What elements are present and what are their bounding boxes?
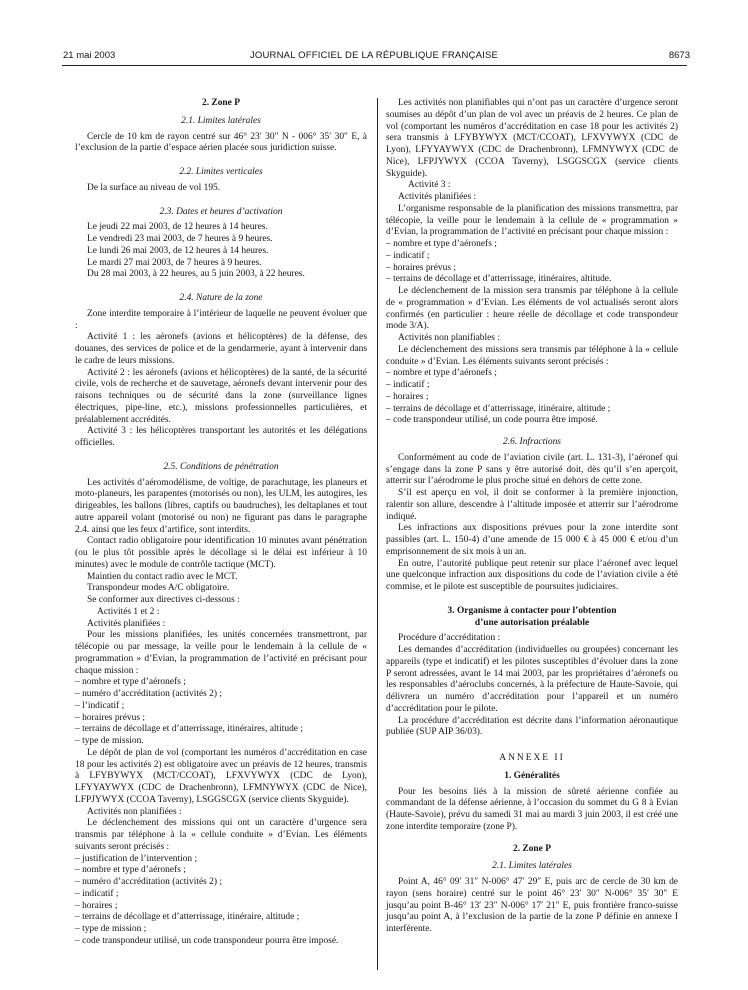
header-journal-title: JOURNAL OFFICIEL DE LA RÉPUBLIQUE FRANÇAISE	[249, 50, 499, 61]
list-item: – terrains de décollage et d’atterrissage, itinéraires, altitude.	[386, 274, 678, 286]
list-item: – indicatif ;	[386, 380, 678, 392]
list-item: – indicatif ;	[75, 889, 367, 901]
paragraph: Les activités non planifiables qui n’ont pas un caractère d’urgence seront soumises au dépôt d’un plan de vol avec un préavis de 2 heures. Ce plan de vol (comportant les numéros d’accréditation en case 18 pour les activités 2) sera transmis à LFYBYWYX (MCT/CCOAT), LFXVYWYX (CDC de Lyon), LFYYAYWYX (CDC de Drachenbronn), LFMNYWYX (CDC de Nice), LFPJYWYX (CCOA Taverny), LSGGSCGX (service clients Skyguide).	[386, 98, 678, 179]
list-item: – horaires prévus ;	[75, 713, 367, 725]
activity-label: Activités planifiées :	[398, 192, 477, 202]
section-title-organisme: 3. Organisme à contacter pour l’obtention	[447, 605, 617, 616]
activity-label: Activités planifiées :	[87, 618, 166, 629]
paragraph: De la surface au niveau de vol 195.	[87, 182, 221, 193]
paragraph: Conformément au code de l’aviation civile (art. L. 131-3), l’aéronef qui s’engage dans la zone P sans y être autorisé doit, dès qu’il s’en aperçoit, atterrir sur l’aérodrome le plus proche situé en dehors de cette zone.	[386, 452, 678, 487]
list-item: – justification de l’intervention ;	[75, 854, 367, 866]
annex-title: ANNEXE II	[499, 753, 565, 763]
paragraph: S’il est aperçu en vol, il doit se conformer à la première injonction, ralentir son allure, descendre à l’altitude imposée et atterrir sur l’aérodrome indiqué.	[386, 488, 678, 522]
paragraph: Point A, 46° 09′ 31″ N-006° 47′ 29″ E, puis arc de cercle de 30 km de rayon (sens horaire) centré sur le point 46° 23′ 30″ N-006° 35′ 30″ E jusqu’au point B-46° 13′ 23″ N-006° 17′ 21″ E, puis frontière franco-suisse jusqu’au point A, à l’exclusion de la partie de la zone P définie en annexe I interférente.	[386, 877, 678, 934]
paragraph: La procédure d’accréditation est décrite dans l’information aéronautique publiée (SUP AIP 36/03).	[386, 715, 678, 738]
schedule-line: Le lundi 26 mai 2003, de 12 heures à 14 heures.	[87, 245, 269, 256]
subsection-title: 2.2. Limites verticales	[179, 167, 263, 177]
subsection-title: 2.5. Conditions de pénétration	[163, 461, 279, 472]
activity-label: Activités non planifiées :	[87, 806, 182, 817]
schedule-line: Du 28 mai 2003, à 22 heures, au 5 juin 2003, à 22 heures.	[87, 269, 305, 280]
header-rule	[62, 65, 687, 66]
header-date: 21 mai 2003	[63, 50, 116, 61]
list-item: – terrains de décollage et d’atterrissage, itinéraires, altitude ;	[75, 724, 367, 736]
paragraph: Maintien du contact radio avec le MCT.	[87, 571, 238, 582]
page-header	[0, 50, 748, 64]
list-item: – l’indicatif ;	[75, 701, 367, 713]
paragraph: Le déclenchement des missions qui ont un caractère d’urgence sera transmis par téléphone à la « cellule conduite » d’Evian. Les éléments suivants seront précisés :	[75, 818, 367, 852]
section-title-zone-p: 2. Zone P	[201, 98, 240, 108]
list-item: – code transpondeur utilisé, un code transpondeur pourra être imposé.	[75, 936, 367, 948]
paragraph: Transpondeur modes A/C obligatoire.	[87, 583, 230, 594]
right-column	[386, 98, 678, 936]
paragraph: Les activités d’aéromodélisme, de voltige, de parachutage, les planeurs et moto-planeurs, les parapentes (motorisés ou non), les ULM, les autogires, les dirigeables, les ballons (libres, captifs ou baudruches), les deltaplanes et tout autre appareil volant (motorisé ou non) ne figurant pas dans le paragraphe 2.4. ainsi que les feux d’artifice, sont interdits.	[75, 477, 367, 535]
list-item: – horaires ;	[386, 392, 678, 404]
left-column	[75, 98, 367, 948]
list-item: – terrains de décollage et d’atterrissage, itinéraire, altitude ;	[386, 404, 678, 416]
paragraph: Cercle de 10 km de rayon centré sur 46° 23′ 30″ N - 006° 35′ 30″ E, à l’exclusion de la partie d’espace aérien placée sous juridiction suisse.	[75, 131, 367, 154]
list-item: – numéro d’accréditation (activités 2) ;	[75, 877, 367, 889]
list-item: – terrains de décollage et d’atterrissage, itinéraire, altitude ;	[75, 912, 367, 924]
paragraph: En outre, l’autorité publique peut retenir sur place l’aéronef avec lequel une quelconque infraction aux dispositions du code de l’aviation civile a été commise, et le pilote est susceptible de poursuites judiciaires.	[386, 558, 678, 592]
paragraph: Se conformer aux directives ci-dessous :	[87, 595, 240, 605]
subsection-title: 2.1. Limites latérales	[492, 861, 572, 872]
list-item: – numéro d’accréditation (activités 2) ;	[75, 689, 367, 701]
activity-label: Activités non planifiables :	[398, 333, 500, 343]
paragraph: Les infractions aux dispositions prévues pour la zone interdite sont passibles (art. L. 150-4) d’une amende de 15 000 € à 45 000 € et/ou d’un emprisonnement de six mois à un an.	[386, 523, 678, 557]
header-page-number: 8673	[668, 50, 690, 61]
list-item: – horaires prévus ;	[386, 263, 678, 275]
list-item: – horaires ;	[75, 901, 367, 913]
paragraph: Pour les missions planifiées, les unités concernées transmettront, par télécopie ou par message, la veille pour le lendemain à la cellule de « programmation » d’Evian, la programmation de l’activité en précisant pour chaque mission :	[75, 630, 367, 676]
section-title-generalites: 1. Généralités	[504, 770, 560, 781]
paragraph: Le déclenchement des missions sera transmis par téléphone à la « cellule conduite » d’Evian. Les éléments suivants seront précisés :	[386, 344, 678, 367]
list-item: – indicatif ;	[386, 251, 678, 263]
list-item: – code transpondeur utilisé, un code pourra être imposé.	[386, 415, 678, 427]
list-item: – type de mission ;	[75, 924, 367, 936]
paragraph: Contact radio obligatoire pour identification 10 minutes avant pénétration (ou le plus tôt possible après le décollage si le délai est inférieur à 10 minutes) avec le module de contrôle tactique (MCT).	[75, 536, 367, 570]
list-item: – type de mission.	[75, 736, 367, 748]
paragraph: Activité 3 : les hélicoptères transportant les autorités et les délégations officielles.	[75, 426, 367, 448]
paragraph: L’organisme responsable de la planification des missions transmettra, par télécopie, la veille pour le lendemain à la cellule de « programmation » d’Evian, la programmation de l’activité en précisant pour chaque mission :	[386, 203, 678, 238]
paragraph: Activité 2 : les aéronefs (avions et hélicoptères) de la santé, de la sécurité civile, vols de recherche et de sauvetage, aéronefs devant intervenir pour des raisons techniques ou de sécurité dans la zone (surveillance lignes électriques, pipe-line, etc.), missions professionnelles particulières, et préalablement accrédités.	[75, 367, 367, 425]
list-item: – nombre et type d’aéronefs ;	[75, 677, 367, 689]
paragraph: Le dépôt de plan de vol (comportant les numéros d’accréditation en case 18 pour les activités 2) est obligatoire avec un préavis de 12 heures, transmis à LFYBYWYX (MCT/CCOAT), LFXVYWYX (CDC de Lyon), LFYYAYWYX (CDC de Drachenbronn), LFMNYWYX (CDC de Nice), LFPJYWYX (CCOA Taverny), LSGGSCGX (service clients Skyguide).	[75, 747, 367, 805]
subsection-title: 2.1. Limites latérales	[181, 115, 261, 126]
paragraph: Zone interdite temporaire à l’intérieur de laquelle ne peuvent évoluer que :	[75, 308, 367, 331]
list-item: – nombre et type d’aéronefs ;	[75, 865, 367, 877]
activity-label: Activités 1 et 2 :	[97, 606, 160, 617]
section-title-zone-p: 2. Zone P	[512, 843, 551, 854]
subsection-title: 2.3. Dates et heures d’activation	[159, 206, 283, 217]
subsection-title: 2.6. Infractions	[503, 437, 561, 447]
schedule-line: Le mardi 27 mai 2003, de 7 heures à 9 heures.	[87, 257, 262, 268]
paragraph: Les demandes d’accréditation (individuelles ou groupées) concernant les appareils (type et indicatif) et les pilotes susceptibles d’évoluer dans la zone P seront adressées, avant le 14 mai 2003, par les propriétaires d’aéronefs ou les responsables d’aéroclubs concernés, à la préfecture de Haute-Savoie, qui délivrera un numéro d’accréditation pour l’appareil et un numéro d’accréditation pour le pilote.	[386, 645, 678, 714]
paragraph: Le déclenchement de la mission sera transmis par téléphone à la cellule de « programmation » d’Evian. Les éléments de vol actualisés seront alors confirmés (en particulier : heure réelle de décollage et code transpondeur mode 3/A).	[386, 286, 678, 332]
section-title-organisme-line2: d’une autorisation préalable	[474, 617, 590, 628]
list-item: – nombre et type d’aéronefs ;	[386, 368, 678, 380]
paragraph: Activité 1 : les aéronefs (avions et hélicoptères) de la défense, des douanes, des services de police et de la gendarmerie, ayant à intervenir dans le cadre de leurs missions.	[75, 332, 367, 366]
schedule-line: Le jeudi 22 mai 2003, de 12 heures à 14 heures.	[87, 222, 268, 233]
paragraph: Pour les besoins liés à la mission de sûreté aérienne confiée au commandant de la défense aérienne, à l’occasion du sommet du G 8 à Evian (Haute-Savoie), prévu du samedi 31 mai au mardi 3 juin 2003, il est créé une zone interdite temporaire (zone P).	[386, 786, 678, 832]
list-item: – nombre et type d’aéronefs ;	[386, 239, 678, 251]
subsection-title: 2.4. Nature de la zone	[179, 293, 263, 303]
schedule-line: Le vendredi 23 mai 2003, de 7 heures à 9 heures.	[87, 234, 273, 244]
activity-label: Activité 3 :	[408, 180, 451, 191]
column-divider	[377, 98, 378, 970]
activity-label: Procédure d’accréditation :	[398, 633, 501, 644]
